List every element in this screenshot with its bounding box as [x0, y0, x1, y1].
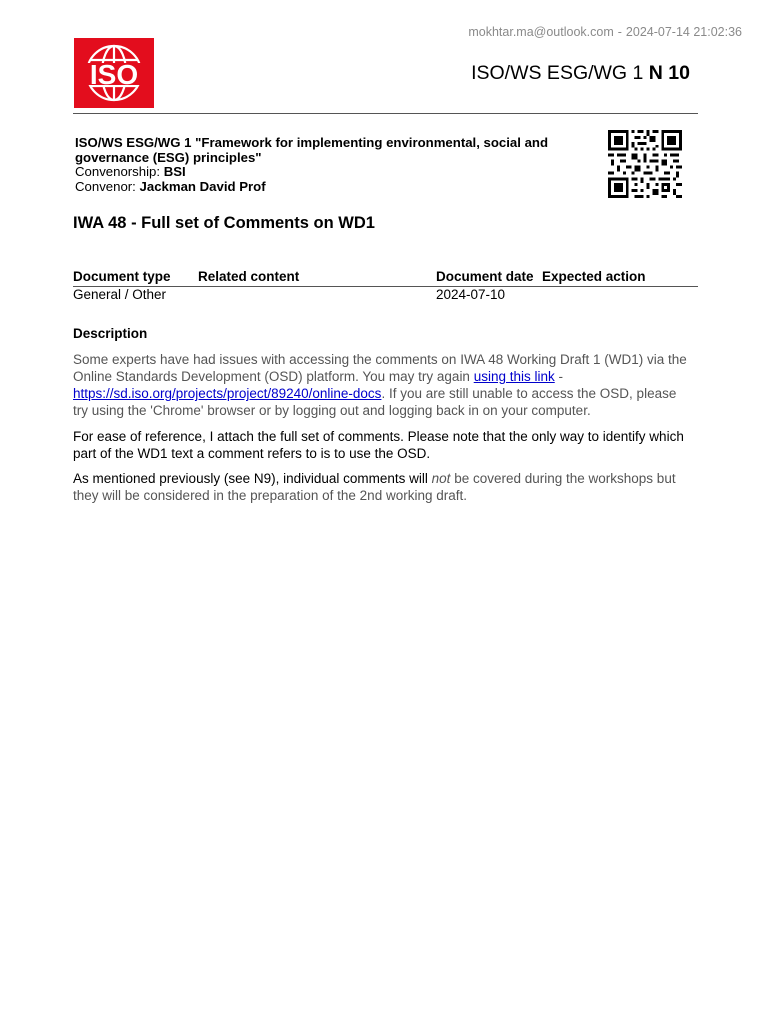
- qr-code-icon: [608, 130, 682, 198]
- iso-logo: [74, 38, 154, 108]
- document-reference: [471, 62, 690, 85]
- metadata-value-row: [73, 287, 698, 304]
- download-watermark: [468, 25, 742, 39]
- p3-emphasis: not: [431, 471, 451, 486]
- value-document-type: General / Other: [73, 287, 167, 302]
- convenorship-line: [75, 165, 575, 180]
- reference-prefix: ISO/WS ESG/WG 1: [471, 62, 644, 84]
- osd-url-link[interactable]: https://sd.iso.org/projects/project/89240/online-docs: [73, 386, 382, 401]
- convenorship-value: BSI: [163, 164, 186, 179]
- metadata-header-row: [73, 269, 698, 287]
- description-paragraph-2: For ease of reference, I attach the full set of comments. Please note that the only way to identify which part of the WD1 text a comment refers to is to use the OSD.: [73, 429, 684, 461]
- using-this-link[interactable]: using this link: [473, 369, 555, 384]
- download-timestamp: 2024-07-14 21:02:36: [625, 25, 742, 39]
- user-email: mokhtar.ma@outlook.com: [468, 25, 614, 39]
- reference-number: N 10: [648, 62, 690, 84]
- description-heading: Description: [73, 326, 148, 341]
- convenor-line: [75, 180, 575, 195]
- p3-text-a: As mentioned previously (see N9), individual comments will: [73, 471, 432, 486]
- header-related-content: Related content: [198, 269, 300, 284]
- header-expected-action: Expected action: [542, 269, 646, 284]
- p1-text-a: Some experts have had issues with accessing the comments on IWA 48 Working Draft 1 (WD1) via the Online Standards Development (OSD) platform. You may try again: [73, 352, 687, 384]
- convenor-value: Jackman David Prof: [139, 178, 266, 194]
- value-document-date: 2024-07-10: [436, 287, 506, 302]
- description-paragraph-3: [73, 470, 693, 504]
- iso-logo-text: ISO: [89, 59, 139, 90]
- header-document-type: Document type: [73, 269, 171, 284]
- convenorship-label: Convenorship:: [75, 164, 161, 179]
- committee-title: ISO/WS ESG/WG 1 "Framework for implementing environmental, social and governance (ESG) principles": [75, 135, 549, 165]
- p3-text-b: be covered during the workshops but they will be considered in the preparation of the 2nd working draft.: [73, 471, 676, 503]
- committee-info: [75, 136, 575, 194]
- header-document-date: Document date: [436, 269, 534, 284]
- document-title: IWA 48 - Full set of Comments on WD1: [73, 214, 375, 232]
- header-divider: [73, 113, 698, 114]
- p1-text-b: -: [554, 369, 563, 384]
- watermark-separator: -: [617, 25, 622, 39]
- metadata-table: [73, 269, 698, 304]
- p1-text-c: . If you are still unable to access the OSD, please try using the 'Chrome' browser or by logging out and logging back in on your computer.: [73, 386, 677, 418]
- description-paragraph-1: [73, 351, 693, 419]
- convenor-label: Convenor:: [75, 178, 136, 194]
